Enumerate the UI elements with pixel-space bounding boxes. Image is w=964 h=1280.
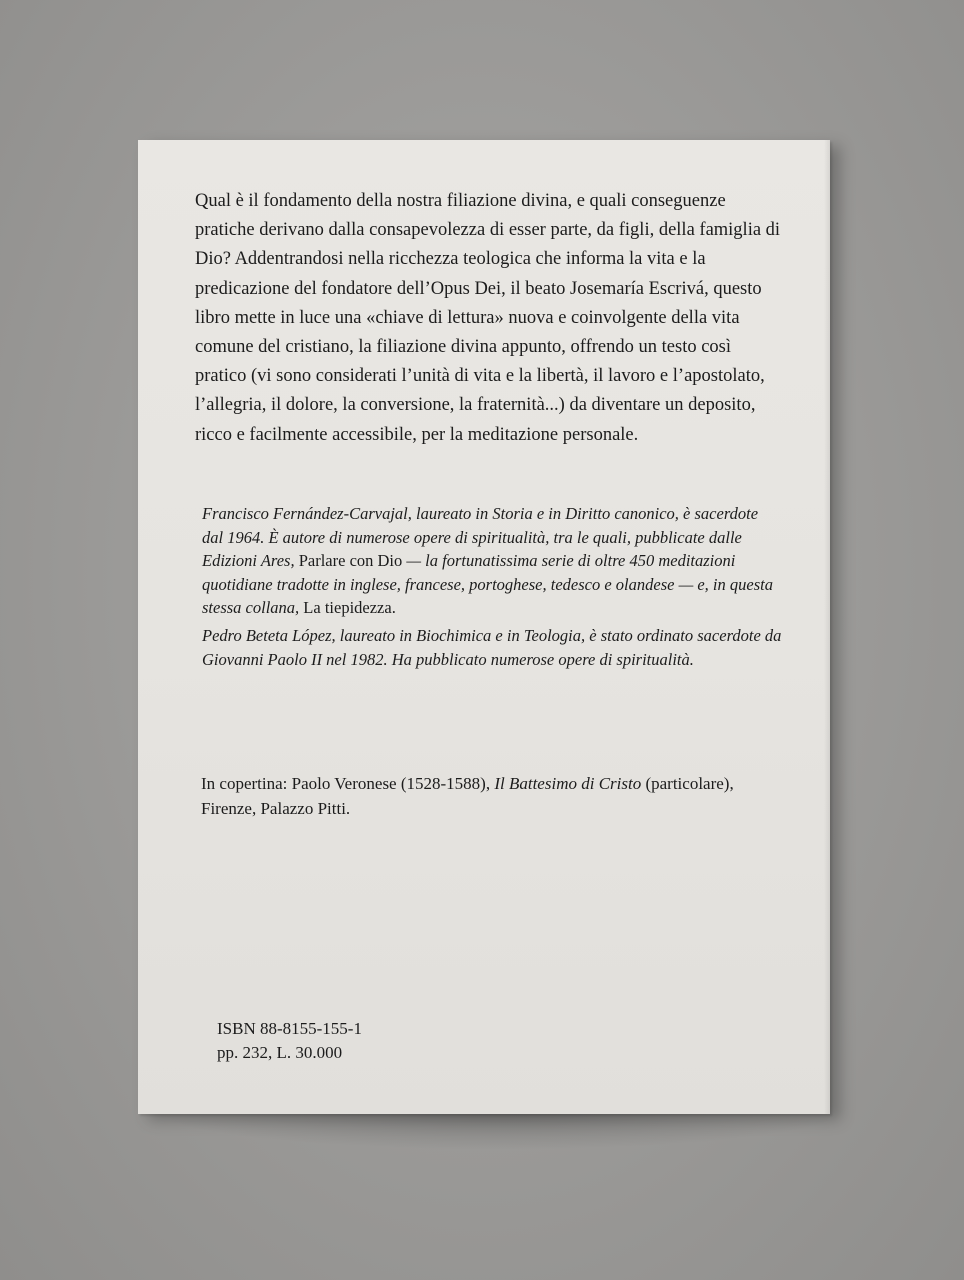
pages-price: pp. 232, L. 30.000 (217, 1043, 343, 1062)
isbn-number: ISBN 88-8155-155-1 (217, 1019, 362, 1038)
cover-credit-suffix: (particolare), Firenze, Palazzo Pitti. (201, 774, 734, 818)
bio-text-part2: — la fortunatissima serie di oltre 450 meditazioni quotidiane tradotte in inglese, francese, portoghese, tedesco e olandese — e, in questa stessa collana, (202, 551, 773, 617)
author-bio-beteta-lopez: Pedro Beteta López, laureato in Biochimica e in Teologia, è stato ordinato sacerdote da Giovanni Paolo II nel 1982. Ha pubblicato numerose opere di spiritualità. (202, 626, 782, 669)
cover-credit-prefix: In copertina: Paolo Veronese (1528-1588), (201, 774, 495, 793)
book-title-parlare-con-dio: Parlare con Dio (298, 551, 403, 570)
bio-text-part1: Francisco Fernández-Carvajal, laureato in Storia e in Diritto canonico, è sacerdote dal 1964. È autore di numerose opere di spiritualità, tra le quali, pubblicate dalle Edizioni Ares, (202, 504, 759, 570)
cover-credit-work-title: Il Battesimo di Cristo (494, 774, 642, 793)
book-title-la-tiepidezza: La tiepidezza (303, 598, 392, 617)
book-description: Qual è il fondamento della nostra filiazione divina, e quali conseguenze pratiche derivano dalla consapevolezza di esser parte, da figli, della famiglia di Dio? Addentrandosi nella ricchezza teologica che informa la vita e la predicazione del fondatore dell’Opus Dei, il beato Josemaría Escrivá, questo libro mette in luce una «chiave di lettura» nuova e coinvolgente della vita comune del cristiano, la filiazione divina appunto, offrendo un testo così pratico (vi sono considerati l’unità di vita e la libertà, il lavoro e l’apostolato, l’allegria, il dolore, la conversione, la fraternità...) da diventare un deposito, ricco e facilmente accessibile, per la meditazione personale. (195, 191, 781, 445)
book-back-cover (138, 140, 830, 1114)
author-bio-fernandez-carvajal (202, 502, 782, 620)
table-surface-shadow (150, 1110, 850, 1150)
cover-credit (201, 771, 781, 821)
isbn-block (217, 1017, 362, 1065)
bio-text-end: . (391, 598, 396, 617)
